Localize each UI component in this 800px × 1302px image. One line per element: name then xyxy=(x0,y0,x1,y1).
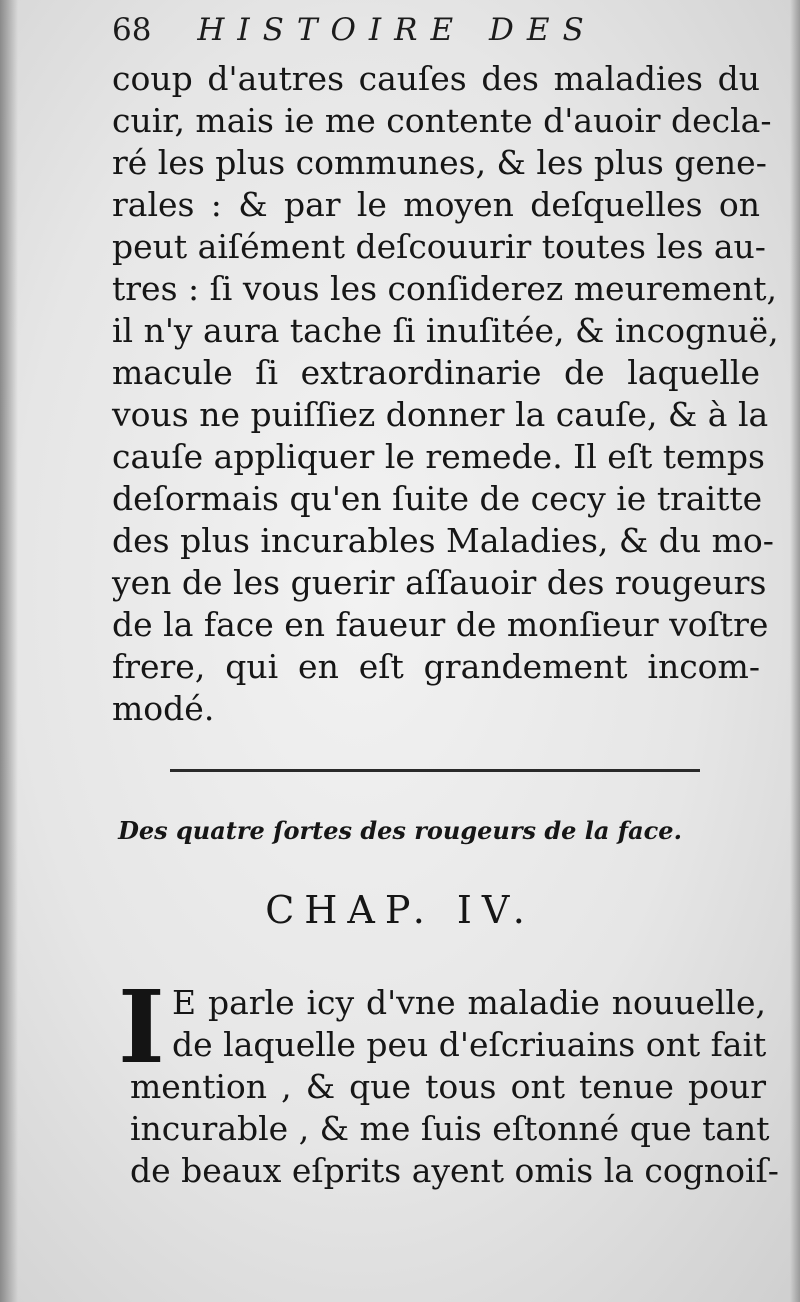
body-line: modé. xyxy=(112,689,215,728)
body-line: rales : & par le moyen deſquelles on xyxy=(112,185,760,224)
page-left-shadow xyxy=(0,0,18,1302)
body-line: il n'y aura tache ſi inuſitée, & incognuë, xyxy=(112,311,779,350)
chapter-body-line: E parle icy d'vne maladie nouuelle, xyxy=(172,983,766,1022)
chapter-body-line: incurable , & me ſuis eſtonné que tant xyxy=(130,1109,770,1148)
body-line: tres : ſi vous les conſiderez meurement, xyxy=(112,269,777,308)
body-line: des plus incurables Maladies, & du mo- xyxy=(112,521,774,560)
body-line: peut aiſément deſcouurir toutes les au- xyxy=(112,227,766,266)
drop-cap: I xyxy=(118,968,165,1086)
body-line: vous ne puiſſiez donner la cauſe, & à la xyxy=(112,395,769,434)
body-line: macule ſi extraordinarie de laquelle xyxy=(112,353,760,392)
body-line: deſormais qu'en ſuite de cecy ie traitte xyxy=(112,479,763,518)
chapter-heading: CHAP. IV. xyxy=(265,888,535,932)
body-line: cauſe appliquer le remede. Il eſt temps xyxy=(112,437,765,476)
chapter-body-line: mention , & que tous ont tenue pour xyxy=(130,1067,766,1106)
page-header xyxy=(112,12,597,48)
running-title: HISTOIRE DES xyxy=(197,12,597,48)
chapter-subtitle: Des quatre ſortes des rougeurs de la face. xyxy=(118,816,682,845)
body-line: yen de les guerir aſſauoir des rougeurs xyxy=(112,563,767,602)
page-number: 68 xyxy=(112,12,152,48)
body-line: cuir, mais ie me contente d'auoir decla- xyxy=(112,101,772,140)
body-line: ré les plus communes, & les plus gene- xyxy=(112,143,767,182)
section-divider xyxy=(170,769,700,772)
body-line: de la face en faueur de monſieur voſtre xyxy=(112,605,769,644)
page-right-shadow xyxy=(790,0,800,1302)
chapter-body-line: de laquelle peu d'eſcriuains ont fait xyxy=(172,1025,767,1064)
body-line: coup d'autres cauſes des maladies du xyxy=(112,59,760,98)
body-line: frere, qui en eſt grandement incom- xyxy=(112,647,760,686)
chapter-body-line: de beaux eſprits ayent omis la cognoiſ- xyxy=(130,1151,779,1190)
